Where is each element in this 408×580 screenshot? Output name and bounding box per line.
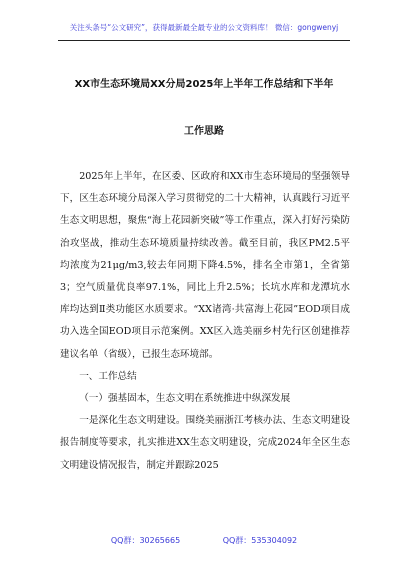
footer-qq-group-2: QQ群：535304092 xyxy=(222,536,298,545)
document-title-line-2: 工作思路 xyxy=(184,126,224,137)
paragraph-intro: 2025年上半年，在区委、区政府和XX市生态环境局的坚强领导下，区生态环境分局深入学习贯彻党的二十大精神，认真践行习近平生态文明思想，聚焦“海上花园新突破”等工作重点，深入打好污染防治攻坚战，推动生态环境质量持续改善。截至目前，我区PM2.5平均浓度为21μg/m3,较去年同期下降4.5%，排名全市第1，全省第3；空气质量优良率97.1%，同比上升2.5%；长坑水库和龙潭坑水库均达到Ⅱ类功能区水质要求。“XX诸湾·共富海上花园”EOD项目成功入选全国EOD项目示范案例。XX区入选美丽乡村先行区创建推荐建议名单（省级），已报生态环境部。 xyxy=(60,171,350,360)
document-body xyxy=(60,166,350,477)
promo-header: 关注头条号“公文研究”，获得最新最全最专业的公文资料库！ 微信：gongwenyj xyxy=(69,23,339,32)
header-divider xyxy=(58,40,350,41)
footer xyxy=(0,535,408,546)
section-heading: 一、工作总结 xyxy=(79,370,137,382)
footer-qq-group-1: QQ群：30265665 xyxy=(110,536,181,545)
paragraph-first-point: 一是深化生态文明建设。围绕美丽浙江考核办法、生态文明建设报告制度等要求，扎实推进XX生态文明建设，完成2024年全区生态文明建设情况报告，制定并跟踪2025 xyxy=(60,415,350,471)
document-title-line-1: XX市生态环境局XX分局2025年上半年工作总结和下半年 xyxy=(74,79,334,90)
subsection-heading: （一）强基固本，生态文明在系统推进中纵深发展 xyxy=(79,393,291,405)
